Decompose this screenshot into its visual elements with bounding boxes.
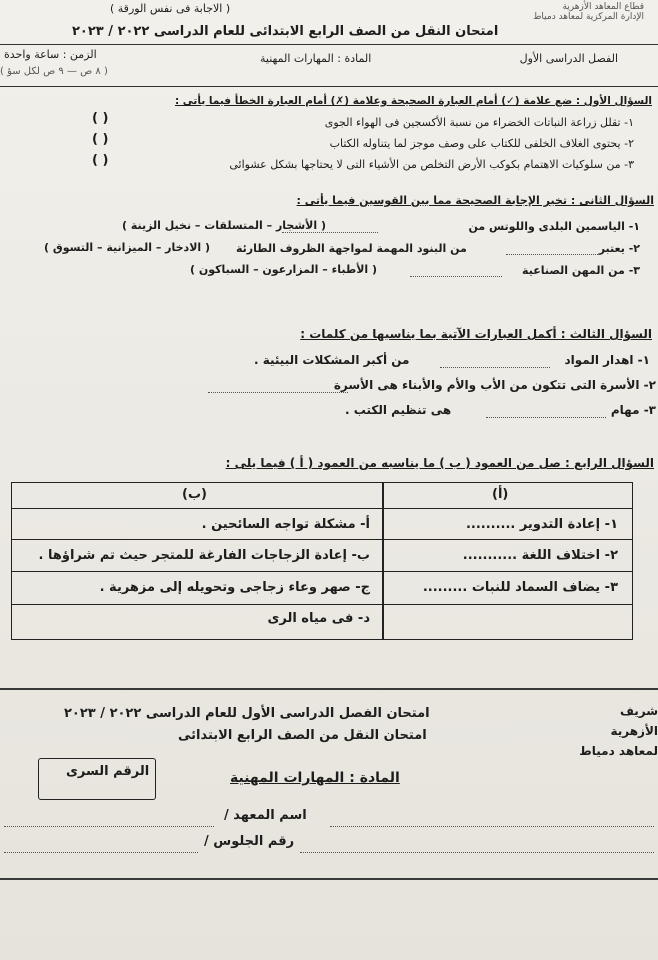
authority-line-1: قطاع المعاهد الأزهرية bbox=[562, 2, 644, 12]
time-label: الزمن : ساعة واحدة bbox=[4, 48, 97, 61]
seat-number-field[interactable] bbox=[4, 852, 198, 853]
exam-title: امتحان النقل من الصف الرابع الابتدائى للعام الدراسى ٢٠٢٢ / ٢٠٢٣ bbox=[72, 24, 499, 39]
q1-bracket-3[interactable]: ( ) bbox=[92, 153, 109, 168]
col-a-item-2[interactable]: ٢- اختلاف اللغة ........... bbox=[462, 548, 618, 563]
matching-table bbox=[11, 482, 633, 640]
footer-exam-line-2: امتحان النقل من الصف الرابع الابتدائى bbox=[178, 728, 427, 743]
q3-item-3-b: هى تنظيم الكتب . bbox=[345, 403, 452, 417]
col-a-item-1[interactable]: ١- إعادة التدوير .......... bbox=[465, 517, 618, 532]
q2-item-2-choices: ( الادخار – الميزانية – التسوق ) bbox=[44, 241, 211, 254]
col-b-item-2[interactable]: ب- إعادة الزجاجات الفارغة للمتجر حيث تم شراؤها . bbox=[38, 548, 370, 563]
q2-item-1-choices: ( الأشجار – المتسلقات – نخيل الزينة ) bbox=[122, 219, 326, 232]
col-b-item-4[interactable]: د- فى مياه الرى bbox=[267, 611, 370, 626]
q1-item-1: ١- تقلل زراعة النباتات الخضراء من نسبة الأكسجين فى الهواء الجوى bbox=[324, 116, 634, 129]
secret-number-label: الرقم السرى bbox=[66, 764, 150, 779]
q2-item-3-choices: ( الأطباء – المزارعون – السباكون ) bbox=[190, 263, 378, 276]
q4-title: السؤال الرابع : صل من العمود ( ب ) ما يناسبه من العمود ( أ ) فيما يلى : bbox=[225, 456, 654, 470]
q3-item-3-a: ٣- مهام bbox=[610, 403, 656, 417]
q1-bracket-2[interactable]: ( ) bbox=[92, 132, 109, 147]
col-b-header: (ب) bbox=[182, 487, 207, 502]
q1-title: السؤال الأول : ضع علامة (✓) أمام العبارة الصحيحة وعلامة (✗) أمام العبارة الخطأ فيما يأتى : bbox=[174, 95, 652, 107]
footer-exam-line-1: امتحان الفصل الدراسى الأول للعام الدراسى ٢٠٢٢ / ٢٠٢٣ bbox=[64, 706, 430, 721]
col-a-header: (أ) bbox=[492, 487, 509, 502]
footer-left-line-2: الأزهرية bbox=[610, 724, 658, 738]
q2-item-2-stem-2: من البنود المهمة لمواجهة الظروف الطارئة bbox=[236, 242, 467, 255]
authority-line-2: الإدارة المركزية لمعاهد دمياط bbox=[533, 12, 644, 22]
q3-title: السؤال الثالث : أكمل العبارات الآتية بما يناسبها من كلمات : bbox=[300, 327, 652, 341]
q2-title: السؤال الثانى : تخير الإجابة الصحيحة مما بين القوسين فيما يأتى : bbox=[296, 194, 654, 207]
time-note: ( ٨ ص — ٩ ص لكل سؤ ) bbox=[0, 66, 108, 77]
col-b-item-1[interactable]: أ- مشكلة تواجه السائحين . bbox=[201, 517, 370, 532]
term-label: الفصل الدراسى الأول bbox=[519, 52, 618, 65]
q1-item-2: ٢- يحتوى الغلاف الخلفى للكتاب على وصف موجز لما يتناوله الكتاب bbox=[329, 137, 634, 150]
seat-number-label: رقم الجلوس / bbox=[204, 834, 295, 849]
q3-item-2-a: ٢- الأسرة التى تتكون من الأب والأم والأبناء هى الأسرة bbox=[333, 378, 656, 392]
q2-item-1-stem: ١- الياسمين البلدى واللوتس من bbox=[468, 220, 640, 233]
footer-left-line-1: شريف bbox=[619, 704, 658, 718]
footer-left-line-3: لمعاهد دمياط bbox=[579, 744, 658, 758]
q2-item-2-stem: ٢- يعتبر bbox=[598, 242, 640, 255]
footer-subject: المادة : المهارات المهنية bbox=[230, 770, 400, 786]
institute-name-field[interactable] bbox=[4, 826, 214, 827]
header-subject: المادة : المهارات المهنية bbox=[260, 52, 372, 65]
q2-item-3-stem: ٣- من المهن الصناعية bbox=[522, 264, 640, 277]
col-a-item-3[interactable]: ٣- يضاف السماد للنبات ......... bbox=[422, 580, 618, 595]
q3-item-1-a: ١- اهدار المواد bbox=[564, 353, 650, 367]
q3-item-1-b: من أكبر المشكلات البيئية . bbox=[254, 353, 410, 367]
institute-name-label: اسم المعهد / bbox=[224, 808, 307, 823]
q1-bracket-1[interactable]: ( ) bbox=[92, 111, 109, 126]
col-b-item-3[interactable]: ج- صهر وعاء زجاجى وتحويله إلى مزهرية . bbox=[99, 580, 370, 595]
q1-item-3: ٣- من سلوكيات الاهتمام بكوكب الأرض التخلص من الأشياء التى لا يحتاجها بشكل عشوائى bbox=[229, 158, 634, 171]
answer-note: ( الاجابة فى نفس الورقة ) bbox=[110, 2, 231, 15]
